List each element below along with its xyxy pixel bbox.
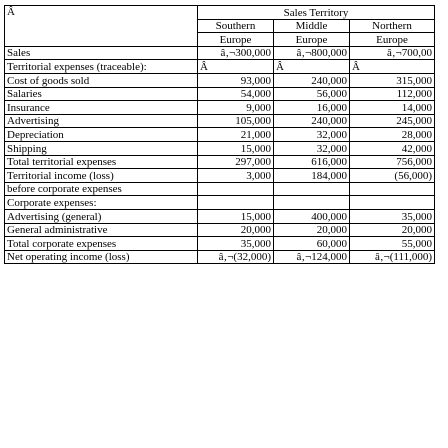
cell-middle: Â [274, 60, 350, 74]
column-header-middle-line2: Europe [274, 33, 350, 47]
row-label: General administrative [5, 223, 198, 237]
table-row [5, 87, 435, 101]
row-label: Shipping [5, 141, 198, 155]
cell-middle: 56,000 [274, 87, 350, 101]
table-row [5, 169, 435, 183]
table-row [5, 182, 435, 196]
cell-middle: 616,000 [274, 155, 350, 169]
table-row [5, 196, 435, 210]
cell-southern: 93,000 [198, 73, 274, 87]
table-row [5, 114, 435, 128]
cell-northern: 20,000 [350, 223, 435, 237]
table-row [5, 155, 435, 169]
cell-northern: 245,000 [350, 114, 435, 128]
cell-southern: 297,000 [198, 155, 274, 169]
cell-middle [274, 196, 350, 210]
row-label: Total territorial expenses [5, 155, 198, 169]
cell-middle: â‚¬124,000 [274, 250, 350, 264]
cell-southern: 3,000 [198, 169, 274, 183]
table-row [5, 60, 435, 74]
row-label: Territorial expenses (traceable): [5, 60, 198, 74]
cell-northern: 756,000 [350, 155, 435, 169]
header-row-title [5, 6, 435, 20]
cell-middle: 400,000 [274, 209, 350, 223]
cell-middle: 32,000 [274, 128, 350, 142]
cell-southern [198, 196, 274, 210]
column-header-middle-line1: Middle [274, 19, 350, 33]
row-label: Advertising (general) [5, 209, 198, 223]
column-header-southern-line1: Southern [198, 19, 274, 33]
cell-southern: 9,000 [198, 101, 274, 115]
table-row [5, 209, 435, 223]
cell-middle: 60,000 [274, 237, 350, 251]
table-row [5, 250, 435, 264]
cell-northern: (56,000) [350, 169, 435, 183]
table-row [5, 237, 435, 251]
cell-northern: 28,000 [350, 128, 435, 142]
cell-southern: â‚¬300,000 [198, 46, 274, 60]
cell-middle: 240,000 [274, 73, 350, 87]
cell-northern: 112,000 [350, 87, 435, 101]
row-label: Sales [5, 46, 198, 60]
cell-northern: Â [350, 60, 435, 74]
table-row [5, 223, 435, 237]
row-label: Territorial income (loss) [5, 169, 198, 183]
table-row [5, 128, 435, 142]
cell-southern: 20,000 [198, 223, 274, 237]
row-label: Net operating income (loss) [5, 250, 198, 264]
cell-middle: 16,000 [274, 101, 350, 115]
cell-middle: 240,000 [274, 114, 350, 128]
cell-middle [274, 182, 350, 196]
cell-northern [350, 196, 435, 210]
column-header-northern-line2: Europe [350, 33, 435, 47]
cell-northern: â‚¬(111,000) [350, 250, 435, 264]
row-label: Depreciation [5, 128, 198, 142]
cell-southern: 105,000 [198, 114, 274, 128]
column-header-southern-line2: Europe [198, 33, 274, 47]
cell-northern: 315,000 [350, 73, 435, 87]
cell-southern: â‚¬(32,000) [198, 250, 274, 264]
row-label: before corporate expenses [5, 182, 198, 196]
cell-northern: 14,000 [350, 101, 435, 115]
cell-southern: 35,000 [198, 237, 274, 251]
row-label: Cost of goods sold [5, 73, 198, 87]
table-row [5, 46, 435, 60]
row-label: Advertising [5, 114, 198, 128]
sales-territory-table [4, 5, 435, 264]
cell-southern [198, 182, 274, 196]
cell-southern: 54,000 [198, 87, 274, 101]
cell-northern: 55,000 [350, 237, 435, 251]
cell-northern: 35,000 [350, 209, 435, 223]
cell-northern: â‚¬700,00 [350, 46, 435, 60]
row-label: Salaries [5, 87, 198, 101]
cell-southern: 21,000 [198, 128, 274, 142]
row-label: Total corporate expenses [5, 237, 198, 251]
row-label: Insurance [5, 101, 198, 115]
row-label: Corporate expenses: [5, 196, 198, 210]
cell-southern: 15,000 [198, 141, 274, 155]
group-title: Sales Territory [198, 6, 435, 20]
table-row [5, 141, 435, 155]
cell-middle: â‚¬800,000 [274, 46, 350, 60]
cell-middle: 20,000 [274, 223, 350, 237]
table-body [5, 6, 435, 264]
cell-middle: 184,000 [274, 169, 350, 183]
cell-southern: Â [198, 60, 274, 74]
cell-northern: 42,000 [350, 141, 435, 155]
cell-southern: 15,000 [198, 209, 274, 223]
cell-northern [350, 182, 435, 196]
table-row [5, 73, 435, 87]
corner-cell: Â [5, 6, 198, 47]
cell-middle: 32,000 [274, 141, 350, 155]
column-header-northern-line1: Northern [350, 19, 435, 33]
table-row [5, 101, 435, 115]
